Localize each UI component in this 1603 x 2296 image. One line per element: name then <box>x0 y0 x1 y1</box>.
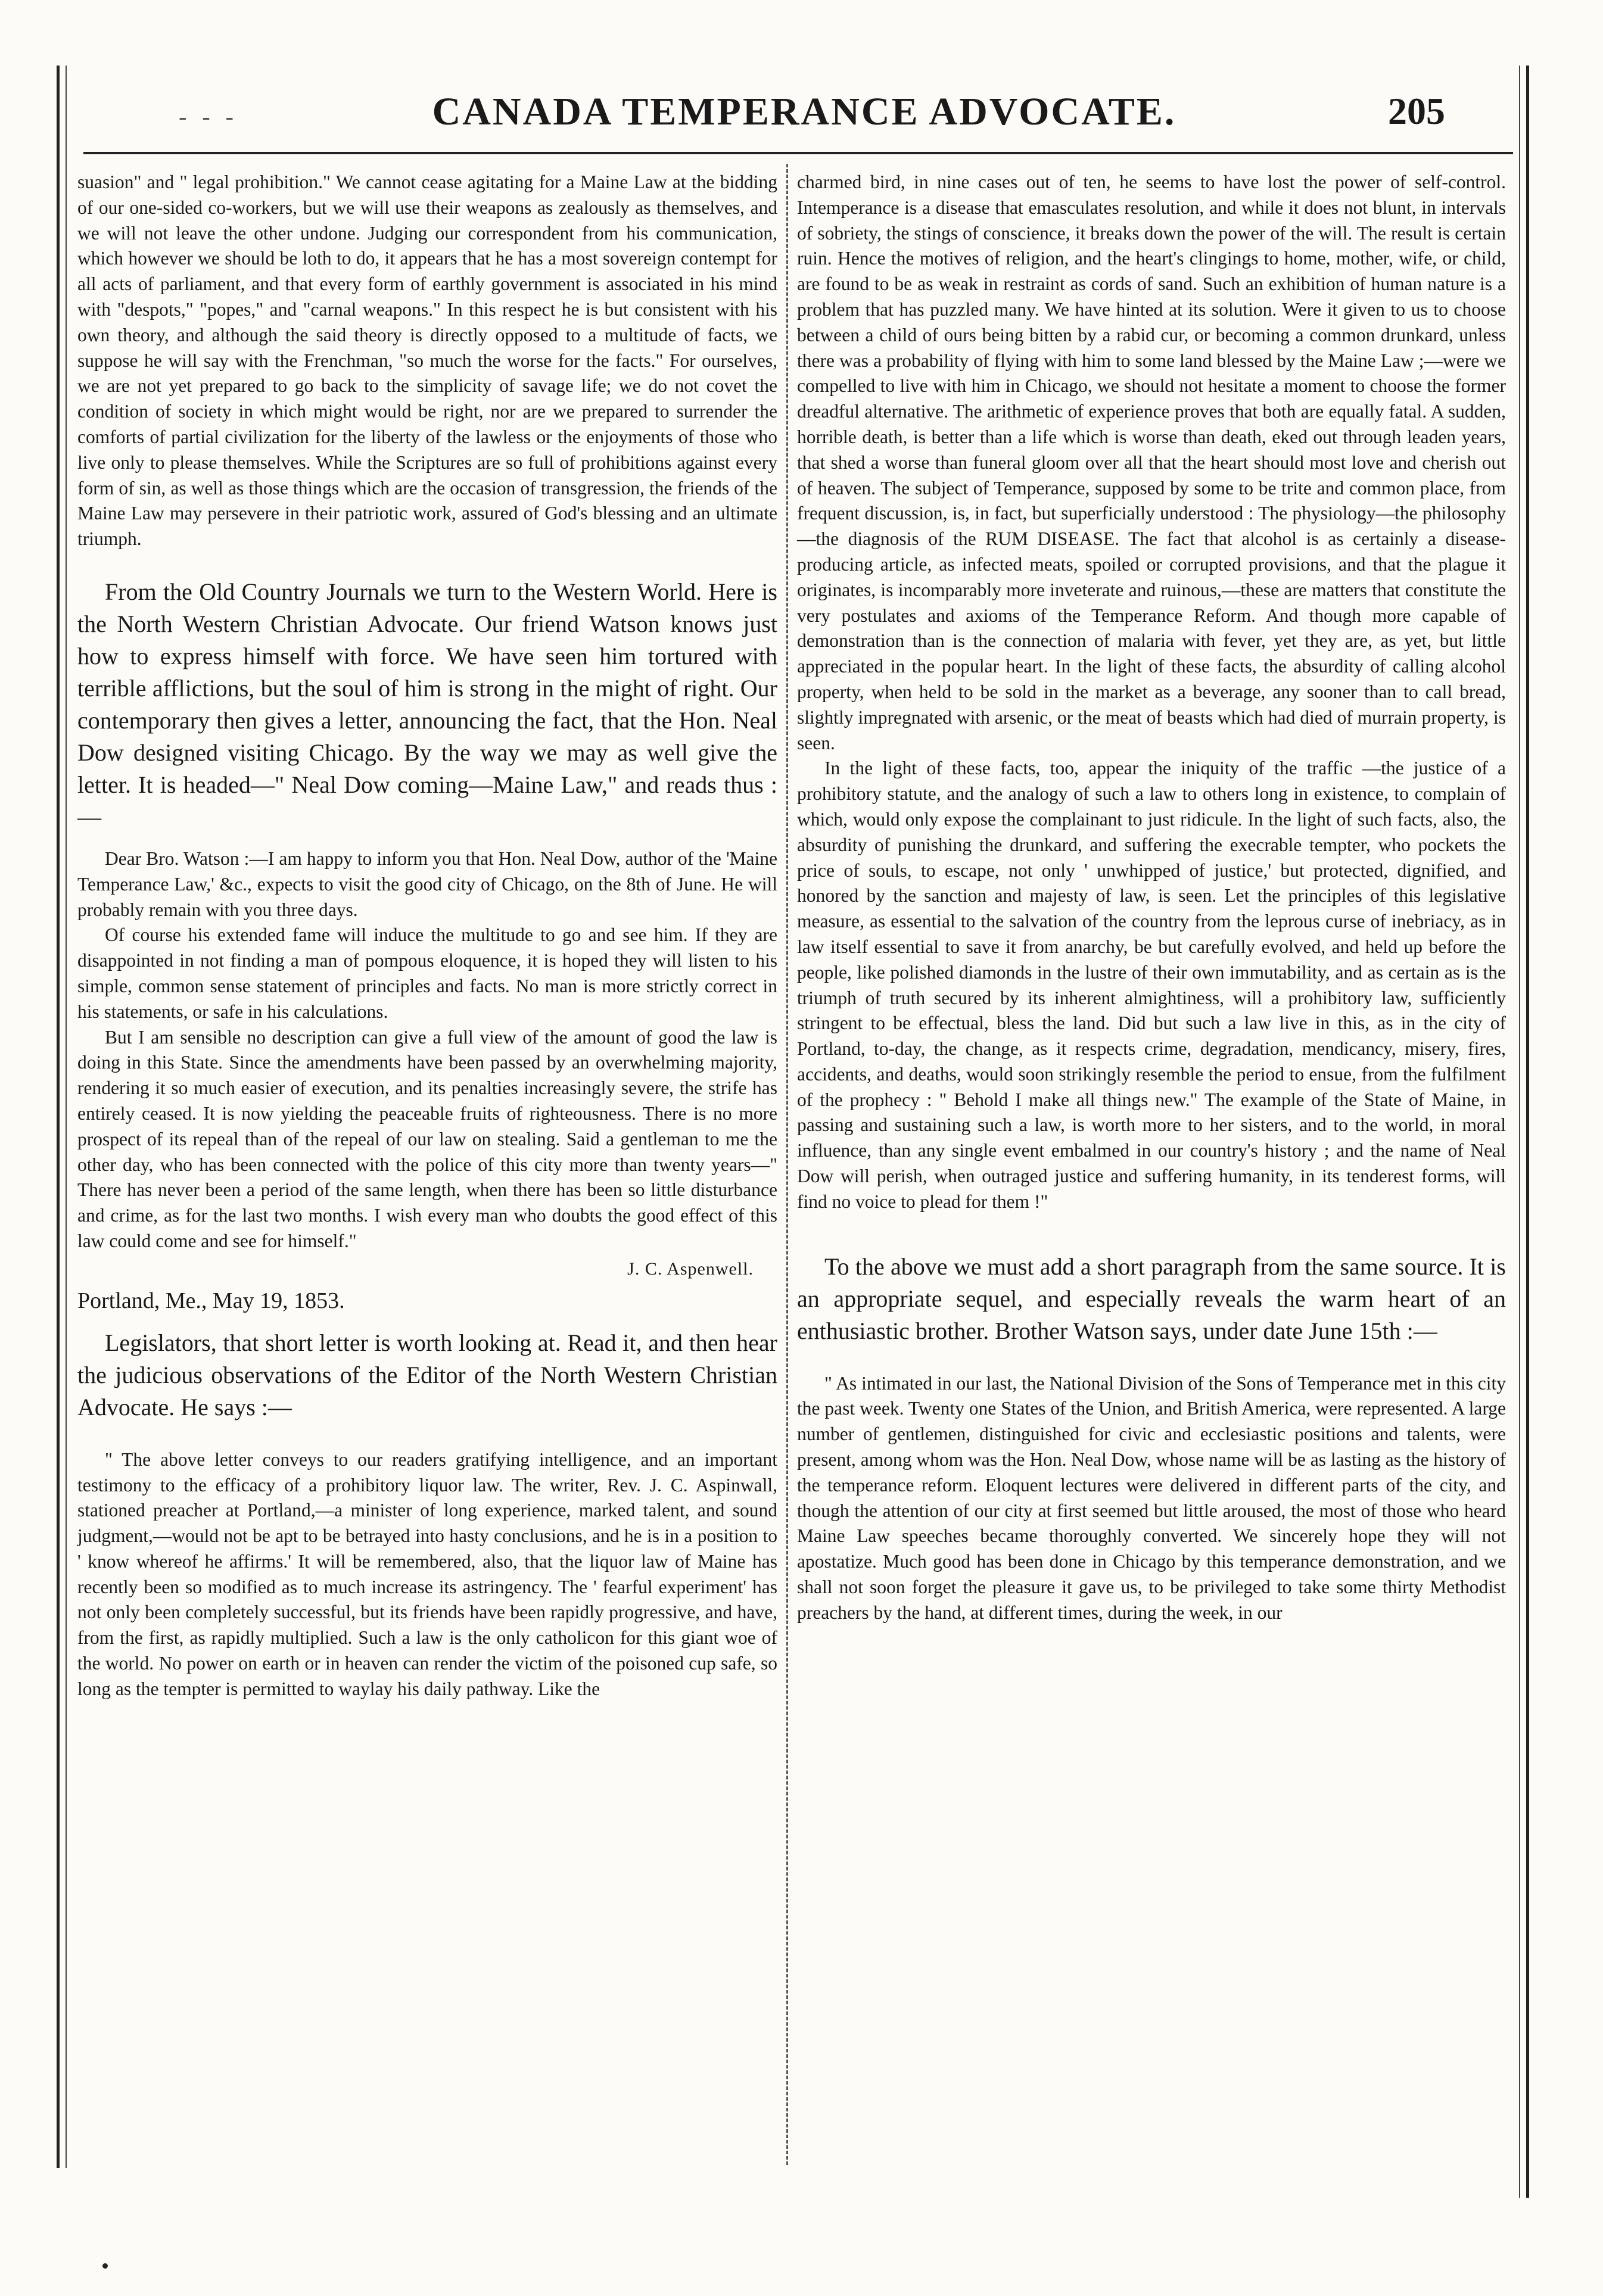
left-border-rule-inner <box>66 66 67 2168</box>
paragraph-charmed-bird: charmed bird, in nine cases out of ten, he seems to have lost the power of self-control. Intemperance is a disease that emasculates resolution, and while it does not blunt, in intervals of sobriety, the stings of conscience, it breaks down the power of the will. The result is certain ruin. Hence the motives of religion, and the heart's clingings to home, mother, wife, or child, are found to be as weak in restraint as cords of sand. Such an exhibition of human nature is a problem that has puzzled many. We have hinted at its solution. Were it given to us to choose between a child of ours being bitten by a rabid cur, or becoming a common drunkard, unless there was a probability of flying with him to some land blessed by the Maine Law ;—were we compelled to live with him in Chicago, we should not hesitate a moment to choose the former dreadful alternative. The arithmetic of experience proves that both are equally fatal. A sudden, horrible death, is better than a life which is worse than death, eked out through leaden years, that shed a worse than funeral gloom over all that the heart should most love and cherish out of heaven. The subject of Temperance, supposed by some to be trite and common place, from frequent discussion, is, in fact, but superficially understood : The physiology—the philosophy—the diagnosis of the RUM DISEASE. The fact that alcohol is as certainly a disease-producing article, as infected meats, spoiled or corrupted provisions, and that the plague it originates, is incomparably more inveterate and ruinous,—these are matters that constitute the very postulates and axioms of the Temperance Reform. And though more capable of demonstration than is the connection of malaria with fever, yet they are, as yet, but little appreciated in the popular heart. In the light of these facts, the absurdity of calling alcohol property, when held to be sold in the market as a beverage, any sooner than to call bread, slightly impregnated with arsenic, or the meat of beasts which had died of murrain property, is seen. <box>797 172 1506 753</box>
paragraph-prohibition: suasion" and " legal prohibition." We cannot cease agitating for a Maine Law at the bidding of our one-sided co-workers, but we will use their weapons as zealously as themselves, and we will not leave the other undone. Judging our correspondent from his communication, which however we should be loth to do, it appears that he has a most sovereign contempt for all acts of parliament, and that every form of earthly government is associated in his mind with "despots," "popes," and "carnal weapons." In this respect he is but consistent with his own theory, and although the said theory is directly opposed to a multitude of facts, we suppose he will say with the Frenchman, "so much the worse for the facts." For ourselves, we are not yet prepared to go back to the simplicity of savage life; we do not covet the condition of society in which might would be right, nor are we prepared to surrender the comforts of partial civilization for the liberty of the lawless or the enjoyments of those who live only to please themselves. While the Scriptures are so full of prohibitions against every form of sin, as well as those things which are the occasion of transgression, the friends of the Maine Law may persevere in their patriotic work, assured of God's blessing and an ultimate triumph. <box>77 172 777 550</box>
letter-paragraph-fame: Of course his extended fame will induce the multitude to go and see him. If they are disappointed in not finding a man of pompous eloquence, it is hoped they will listen to his simple, common sense statement of principles and facts. No man is more strictly correct in his statements, or safe in his calculations. <box>77 924 777 1022</box>
paragraph-legislators: Legislators, that short letter is worth looking at. Read it, and then hear the judicious observations of the Editor of the North Western Christian Advocate. He says :— <box>77 1329 777 1420</box>
paragraph-iniquity: In the light of these facts, too, appear the iniquity of the traffic —the justice of a prohibitory statute, and the analogy of such a law to others long in existence, to complain of which, would only expose the complainant to just ridicule. In the light of such facts, also, the absurdity of punishing the drunkard, and suffering the execrable tempter, who pockets the price of souls, to escape, not only ' unwhipped of justice,' but protected, dignified, and honored by the sanction and majesty of law, is seen. Let the principles of this legislative measure, as essential to the salvation of the country from the leprous curse of inebriacy, as in law itself essential to save it from anarchy, be but carefully evolved, and held up before the people, like polished diamonds in the lustre of their own immutability, and as certain as is the triumph of truth secured by its inherent almightiness, will a prohibitory law, sufficiently stringent to be effectual, bless the land. Did but such a law live in this, as in the city of Portland, to-day, the change, as it respects crime, degradation, mendicancy, misery, fires, accidents, and deaths, would soon strikingly resemble the period to ensue, from the fulfilment of the prophecy : " Behold I make all things new." The example of the State of Maine, in passing and sustaining such a law, is worth more to her sisters, and to the world, in moral influence, than any single event embalmed in our country's history ; and the name of Neal Dow will perish, when outraged justice and suffering humanity, in its tenderest forms, will find no voice to plead for them !" <box>797 758 1506 1212</box>
column-divider <box>786 164 788 2165</box>
left-border-rule <box>57 66 60 2168</box>
letter-dateline: Portland, Me., May 19, 1853. <box>77 1288 345 1313</box>
page-number: 205 <box>1388 90 1445 132</box>
paragraph-editor-observations: " The above letter conveys to our readers gratifying intelligence, and an important testimony to the efficacy of a prohibitory liquor law. The writer, Rev. J. C. Aspinwall, stationed preacher at Portland,—a minister of long experience, marked talent, and sound judgment,—would not be apt to be betrayed into hasty conclusions, and he is in a position to ' know whereof he affirms.' It will be remembered, also, that the liquor law of Maine has recently been so modified as to much increase its astringency. The ' fearful experiment' has not only been completely successful, but its friends have been rapidly progressive, and have, from the first, as rapidly multiplied. Such a law is the only catholicon for this giant woe of the world. No power on earth or in heaven can render the victim of the poisoned cup safe, so long as the tempter is permitted to waylay his daily pathway. Like the <box>77 1448 777 1699</box>
page-title: CANADA TEMPERANCE ADVOCATE. <box>432 90 1176 133</box>
letter-greeting: Dear Bro. Watson :—I am happy to inform you that Hon. Neal Dow, author of the 'Maine Temperance Law,' &c., expects to visit the good city of Chicago, on the 8th of June. He will probably remain with you three days. <box>77 848 777 920</box>
paragraph-national-division: " As intimated in our last, the National Division of the Sons of Temperance met in this city the past week. Twenty one States of the Union, and British America, were represented. A large number of gentlemen, distinguished for civic and ecclesiastic positions and talents, were present, among whom was the Hon. Neal Dow, whose name will be as lasting as the history of the temperance reform. Eloquent lectures were delivered in different parts of the city, and though the attention of our city at first seemed but little aroused, the most of those who heard Maine Law speeches became thoroughly converted. We sincerely hope they will not apostatize. Much good has been done in Chicago by this temperance demonstration, and we shall not soon forget the pleasure it gave us, to be privileged to take some thirty Methodist preachers by the hand, at different times, during the week, in our <box>797 1372 1506 1623</box>
right-border-rule-inner <box>1519 66 1520 2198</box>
paragraph-western-world: From the Old Country Journals we turn to the Western World. Here is the North Western Christian Advocate. Our friend Watson knows just how to express himself with force. We have seen him tortured with terrible afflictions, but the soul of him is strong in the might of right. Our contemporary then gives a letter, announcing the fact, that the Hon. Neal Dow designed visiting Chicago. By the way we may as well give the letter. It is headed—" Neal Dow coming—Maine Law," and reads thus :— <box>77 578 777 830</box>
right-column <box>797 170 1506 1626</box>
right-border-rule <box>1526 66 1529 2198</box>
letter-signature: J. C. Aspenwell. <box>627 1258 754 1279</box>
letter-paragraph-good: But I am sensible no description can give a full view of the amount of good the law is doing in this State. Since the amendments have been passed by an overwhelming majority, rendering it so much easier of execution, and its penalties increasingly severe, the strife has entirely ceased. It is now yielding the peaceable fruits of righteousness. There is no more prospect of its repeal than of the repeal of our law on stealing. Said a gentleman to me the other day, who has been connected with the police of this city more than twenty years—" There has never been a period of the same length, when there has been so little disturbance and crime, as for the last two months. I wish every man who doubts the good effect of this law could come and see for himself." <box>77 1026 777 1251</box>
header-rule <box>83 152 1513 154</box>
left-column <box>77 170 777 1702</box>
header-dashes: - - - <box>179 103 238 130</box>
stray-mark-dot <box>102 2263 108 2269</box>
paragraph-sequel: To the above we must add a short paragraph from the same source. It is an appropriate sequel, and especially reveals the warm heart of an enthusiastic brother. Brother Watson says, under date June 15th :— <box>797 1253 1506 1344</box>
